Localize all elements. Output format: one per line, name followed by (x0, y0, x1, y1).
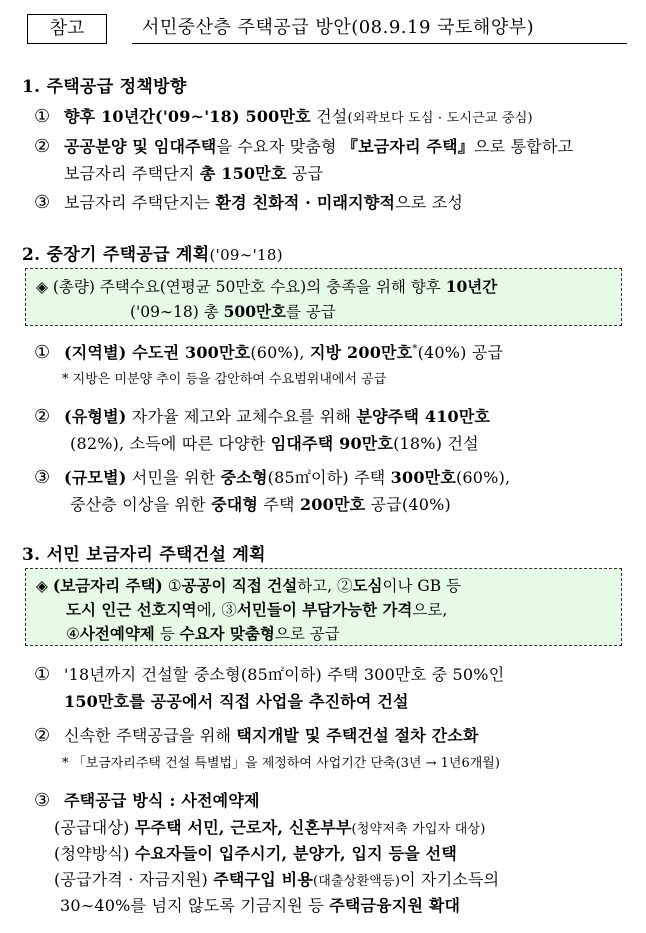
s1-item-2: ② 공공분양 및 임대주택을 수요자 맞춤형 『보금자리 주택』으로 통합하고 (34, 136, 574, 157)
s3-box-line-3: ④사전예약제 등 수요자 맞춤형으로 공급 (66, 624, 340, 643)
s2-item-2-cont: (82%), 소득에 따른 다양한 임대주택 90만호(18%) 건설 (70, 434, 479, 453)
s3-item-3: ③ 주택공급 방식 : 사전예약제 (34, 790, 260, 811)
s3-item-1: ① '18년까지 건설할 중소형(85㎡이하) 주택 300만호 중 50%인 (34, 664, 505, 685)
s3-item-1-cont: 150만호를 공공에서 직접 사업을 추진하여 건설 (64, 692, 409, 711)
s2-box-line-2: ('09∼18) 총 500만호를 공급 (130, 302, 336, 321)
diamond-icon: ◈ (36, 577, 48, 595)
section-3-title: 3. 서민 보금자리 주택건설 계획 (22, 545, 266, 565)
section-1-title: 1. 주택공급 정책방향 (22, 77, 187, 97)
s2-item-2: ② (유형별) 자가율 제고와 교체수요를 위해 분양주택 410만호 (34, 406, 491, 427)
diamond-icon: ◈ (36, 278, 48, 296)
s1-item-2-cont: 보금자리 주택단지 총 150만호 공급 (64, 164, 324, 183)
s3-item-2: ② 신속한 주택공급을 위해 택지개발 및 주택건설 절차 간소화 (34, 725, 479, 746)
s2-item-1-note: * 지방은 미분양 추이 등을 감안하여 수요범위내에서 공급 (62, 372, 387, 387)
s2-item-3-cont: 중산층 이상을 위한 중대형 주택 200만호 공급(40%) (70, 495, 451, 514)
s1-item-3: ③ 보금자리 주택단지는 환경 친화적 · 미래지향적으로 조성 (34, 192, 464, 213)
s2-summary-box (25, 268, 622, 326)
s2-item-1: ① (지역별) 수도권 300만호(60%), 지방 200만호*(40%) 공급 (34, 342, 504, 363)
s3-box-line-1: ◈ (보금자리 주택) ①공공이 직접 건설하고, ②도심이나 GB 등 (36, 576, 462, 595)
s3-summary-box (25, 568, 622, 646)
s3-item-2-note: * 「보금자리주택 건설 특별법」을 제정하여 사업기간 단축(3년 → 1년6개월) (62, 756, 500, 771)
reference-label: 참고 (27, 14, 107, 44)
s2-item-3: ③ (규모별) 서민을 위한 중소형(85㎡이하) 주택 300만호(60%), (34, 467, 511, 488)
s3-box-line-2: 도시 인근 선호지역에, ③서민들이 부담가능한 가격으로, (66, 600, 448, 619)
s3-item-3-row-2: (청약방식) 수요자들이 입주시기, 분양가, 입지 등을 선택 (54, 844, 457, 863)
s3-item-3-row-3: (공급가격 · 자금지원) 주택구입 비용(대출상환액등)이 자기소득의 (54, 870, 500, 889)
s3-item-3-row-4: 30∼40%를 넘지 않도록 기금지원 등 주택금융지원 확대 (60, 896, 461, 915)
section-2-title: 2. 중장기 주택공급 계획('09∼'18) (22, 245, 283, 265)
s1-item-1: ① 향후 10년간('09∼'18) 500만호 건설(외곽보다 도심 · 도시근교 중심) (34, 106, 533, 127)
document-title: 서민중산층 주택공급 방안(08.9.19 국토해양부) (132, 14, 627, 44)
s3-item-3-row-1: (공급대상) 무주택 서민, 근로자, 신혼부부(청약저축 가입자 대상) (54, 818, 486, 837)
s2-box-line-1: ◈ (총량) 주택수요(연평균 50만호 수요)의 충족을 위해 향후 10년간 (36, 277, 498, 296)
